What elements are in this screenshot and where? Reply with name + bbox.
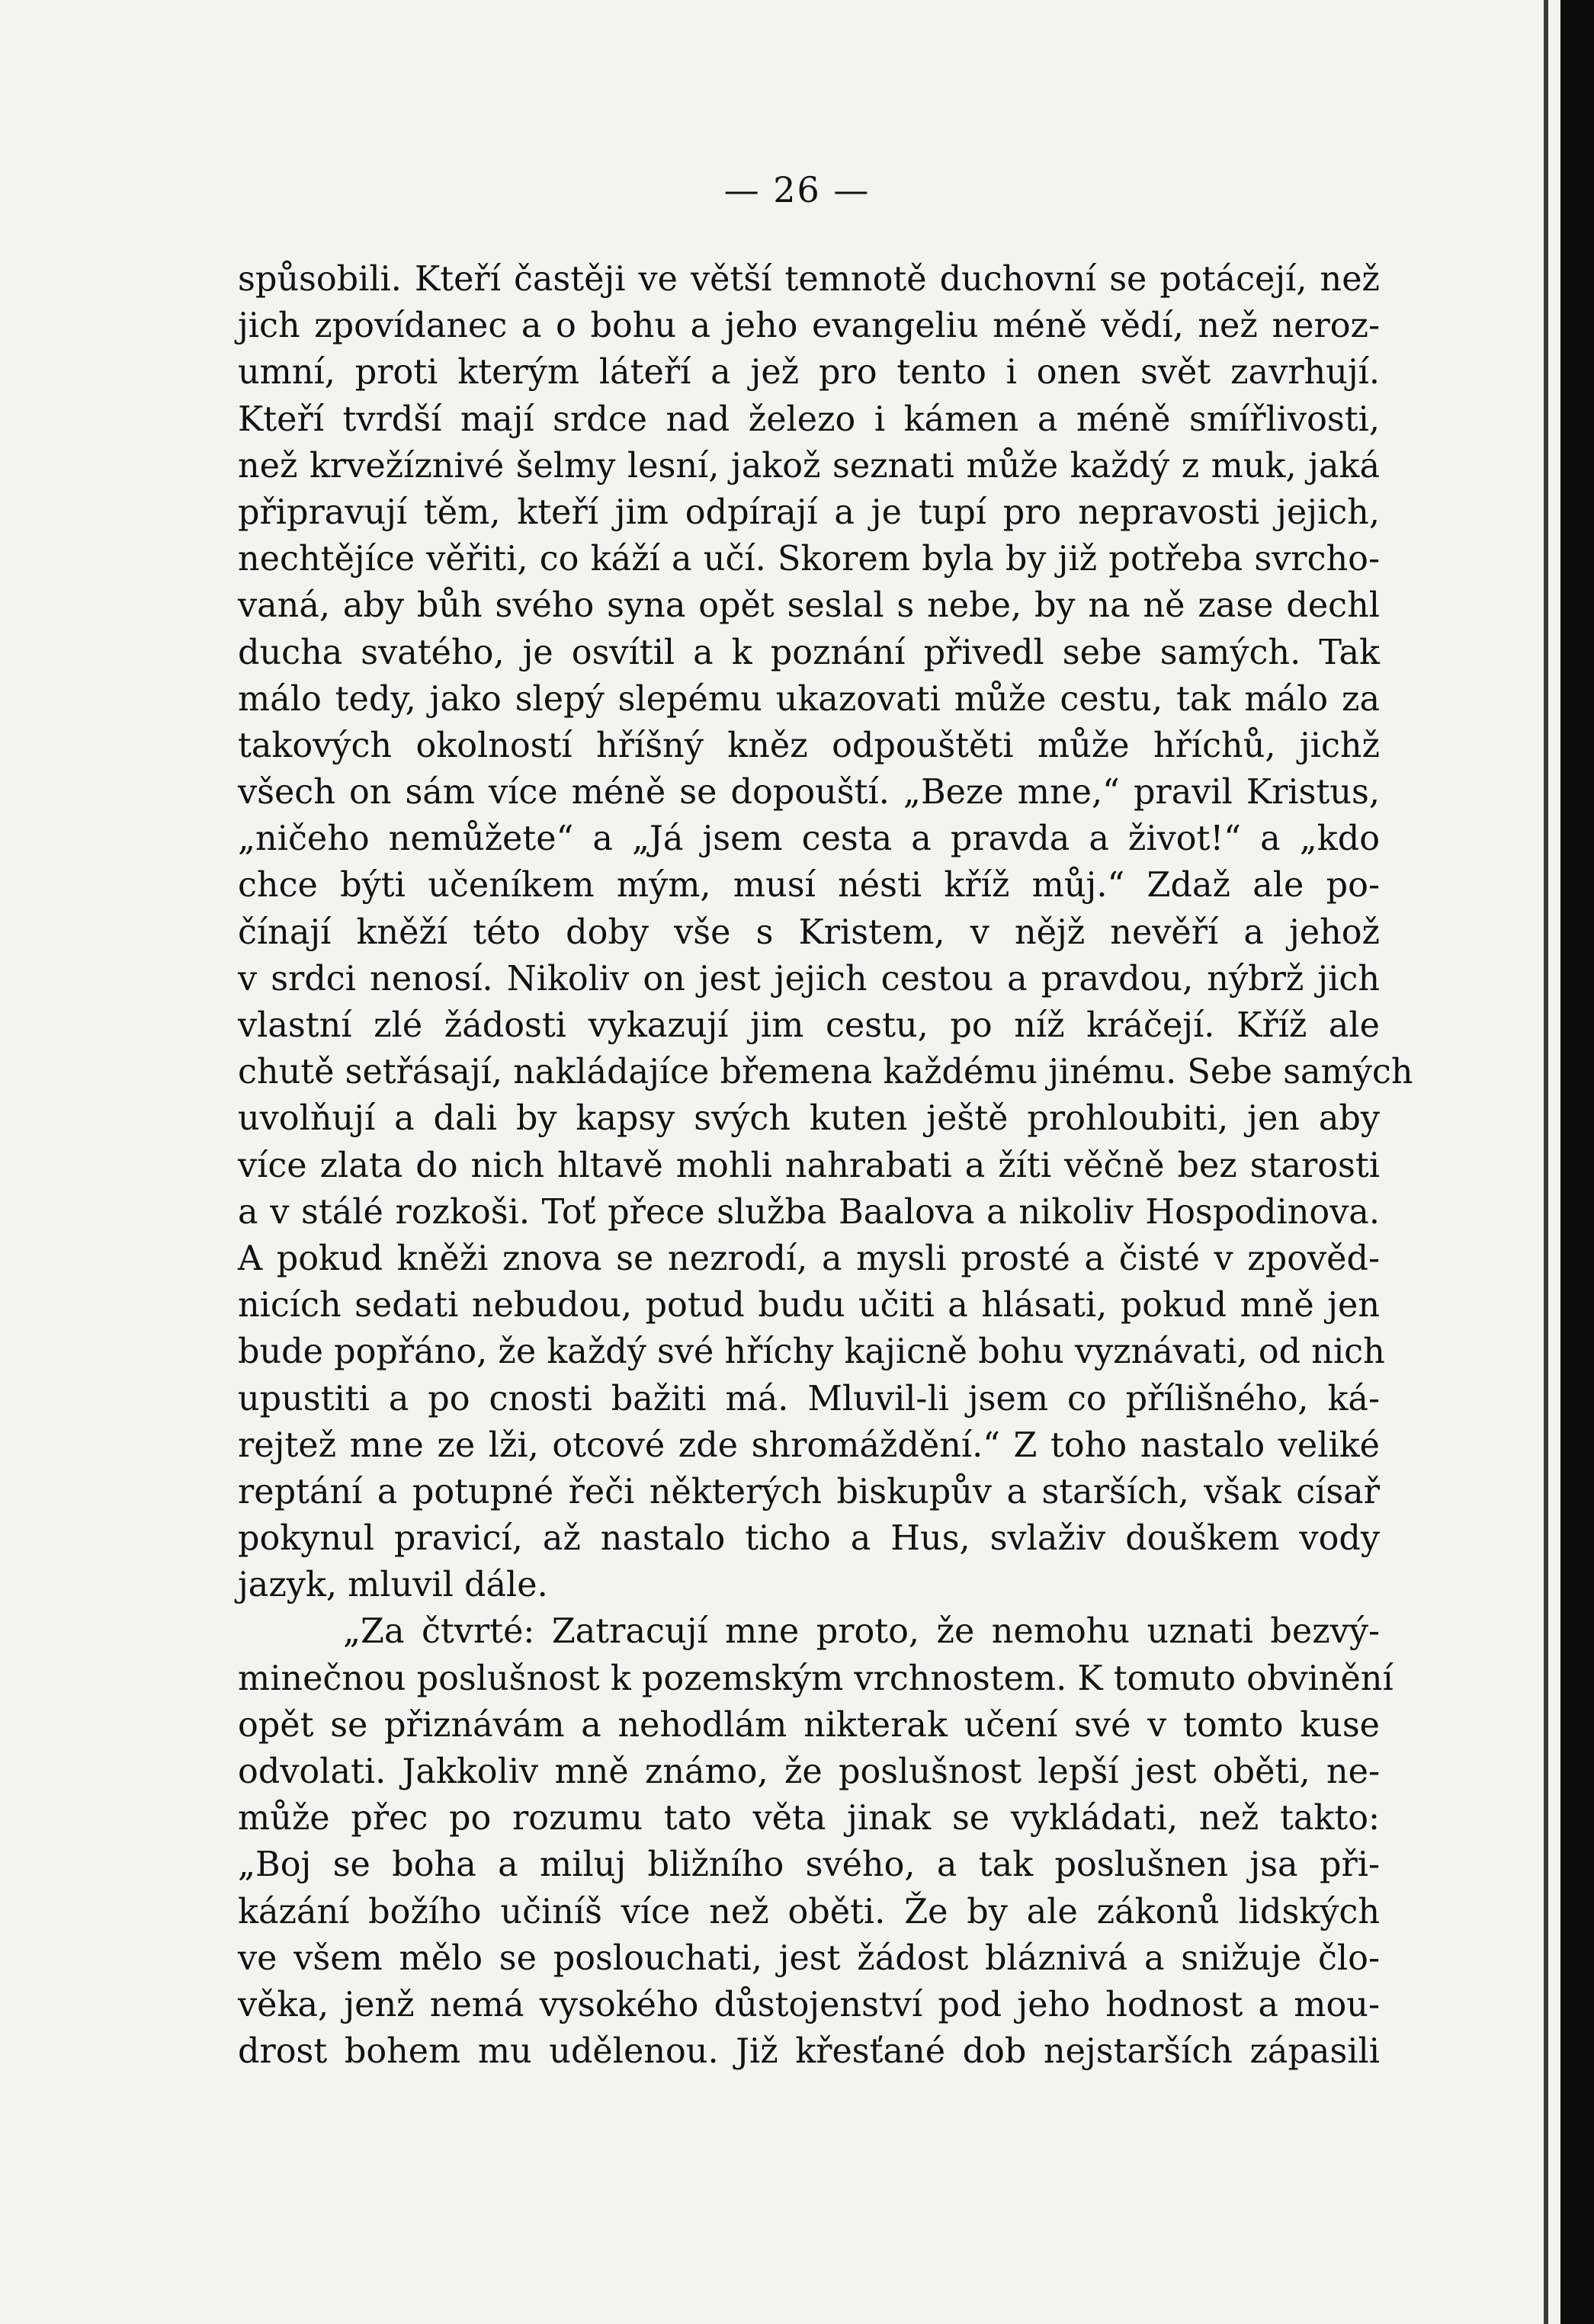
text-line: A pokud kněži znova se nezrodí, a mysli prosté a čisté v zpověd-: [238, 1239, 1380, 1278]
text-line: „Boj se boha a miluj bližního svého, a tak poslušnen jsa při-: [238, 1845, 1380, 1885]
text-line: může přec po rozumu tato věta jinak se vykládati, než takto:: [238, 1799, 1380, 1838]
text-line: připravují těm, kteří jim odpírají a je tupí pro nepravosti jejich,: [238, 492, 1380, 532]
text-line: chutě setřásají, nakládajíce břemena každému jinému. Sebe samých: [238, 1053, 1413, 1092]
text-line: minečnou poslušnost k pozemským vrchnostem. K tomuto obvinění: [238, 1659, 1394, 1698]
text-line: chce býti učeníkem mým, musí nésti kříž můj.“ Zdaž ale po-: [238, 866, 1380, 906]
page-number-header: — 26 —: [723, 169, 871, 210]
text-line: čínají kněží této doby vše s Kristem, v nějž nevěří a jehož: [238, 912, 1380, 952]
text-line: takových okolností hříšný kněz odpouštěti může hříchů, jichž: [238, 726, 1380, 765]
text-line: uvolňují a dali by kapsy svých kuten ještě prohloubiti, jen aby: [238, 1099, 1380, 1139]
text-line: ducha svatého, je osvítil a k poznání přivedl sebe samých. Tak: [238, 633, 1380, 672]
paragraph-end-line: jazyk, mluvil dále.: [238, 1566, 548, 1605]
scan-edge-border: [1560, 0, 1594, 2324]
text-line: pokynul pravicí, až nastalo ticho a Hus, svlaživ douškem vody: [238, 1519, 1380, 1559]
text-line: a v stálé rozkoši. Toť přece služba Baalova a nikoliv Hospodinova.: [238, 1192, 1380, 1232]
text-line: umní, proti kterým láteří a jež pro tento i onen svět zavrhují.: [238, 353, 1380, 393]
text-line: spůsobili. Kteří častěji ve větší temnotě duchovní se potácejí, než: [238, 260, 1380, 299]
paragraph-start-line: „Za čtvrté: Zatracují mne proto, že nemohu uznati bezvý-: [343, 1612, 1380, 1652]
text-line: upustiti a po cnosti bažiti má. Mluvil-li jsem co přílišného, ká-: [238, 1379, 1380, 1418]
text-line: opět se přiznávám a nehodlám nikterak učení své v tomto kuse: [238, 1705, 1380, 1745]
text-line: vlastní zlé žádosti vykazují jim cestu, po níž kráčejí. Kříž ale: [238, 1006, 1380, 1045]
text-line: reptání a potupné řeči některých biskupův a starších, však císař: [238, 1472, 1380, 1511]
text-line: rejtež mne ze lži, otcové zde shromáždění.“ Z toho nastalo veliké: [238, 1425, 1380, 1465]
text-line: bude popřáno, že každý své hříchy kajicně bohu vyznávati, od nich: [238, 1332, 1385, 1372]
text-line: drost bohem mu udělenou. Již křesťané dob nejstarších zápasili: [238, 2032, 1380, 2072]
text-line: málo tedy, jako slepý slepému ukazovati může cestu, tak málo za: [238, 679, 1380, 719]
text-line: všech on sám více méně se dopouští. „Beze mne,“ pravil Kristus,: [238, 773, 1380, 813]
text-line: „ničeho nemůžete“ a „Já jsem cesta a pravda a život!“ a „kdo: [238, 819, 1380, 859]
text-line: věka, jenž nemá vysokého důstojenství pod jeho hodnost a mou-: [238, 1985, 1380, 2024]
text-line: vaná, aby bůh svého syna opět seslal s nebe, by na ně zase dechl: [238, 586, 1380, 626]
body-text: [238, 256, 1413, 2075]
text-line: kázání božího učiníš více než oběti. Že by ale zákonů lidských: [238, 1892, 1380, 1931]
text-line: nicích sedati nebudou, potud budu učiti a hlásati, pokud mně jen: [238, 1286, 1380, 1325]
text-line: nechtějíce věřiti, co káží a učí. Skorem byla by již potřeba svrcho-: [238, 540, 1380, 579]
text-line: ve všem mělo se poslouchati, jest žádost bláznivá a snižuje člo-: [238, 1938, 1380, 1978]
text-line: více zlata do nich hltavě mohli nahrabati a žíti věčně bez starosti: [238, 1146, 1380, 1185]
page-fold-line: [1544, 0, 1548, 2324]
text-line: než krvežíznivé šelmy lesní, jakož seznati může každý z muk, jaká: [238, 446, 1380, 486]
text-line: odvolati. Jakkoliv mně známo, že poslušnost lepší jest oběti, ne-: [238, 1752, 1380, 1791]
text-line: jich zpovídanec a o bohu a jeho evangeliu méně vědí, než neroz-: [238, 306, 1380, 346]
text-line: Kteří tvrdší mají srdce nad železo i kámen a méně smířlivosti,: [238, 399, 1380, 439]
text-line: v srdci nenosí. Nikoliv on jest jejich cestou a pravdou, nýbrž jich: [238, 959, 1380, 999]
